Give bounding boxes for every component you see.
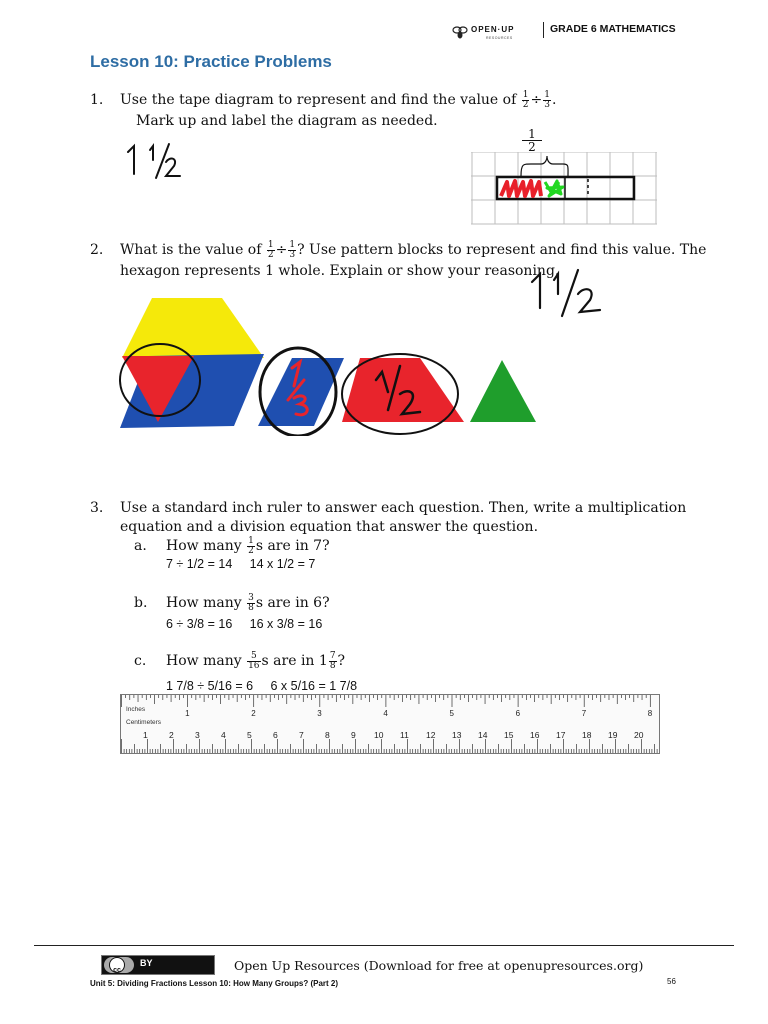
footer-unit: Unit 5: Dividing Fractions Lesson 10: How Many Groups? (Part 2): [90, 979, 339, 988]
ruler-cm-number: 2: [169, 730, 174, 740]
ruler-inch-number: 7: [581, 709, 587, 718]
cc-by-label: BY: [140, 958, 153, 968]
fraction: $\frac{7}{8}$: [329, 650, 336, 671]
problem-2-line1: [120, 240, 706, 260]
problem-3-number: 3.: [90, 500, 104, 516]
ruler-inch-number: 3: [317, 709, 322, 718]
brand-name: OPEN·UP: [471, 25, 515, 34]
page-title: Lesson 10: Practice Problems: [90, 52, 332, 71]
tape-diagram-label: 1 2: [522, 128, 542, 153]
footer-rule: [34, 945, 734, 946]
ruler-inch-number: 8: [647, 709, 653, 718]
ruler-inch-number: 2: [251, 709, 256, 718]
header-logo: [452, 22, 538, 42]
problem-1-line1: [120, 90, 556, 110]
ruler-cm-number: 1: [143, 730, 148, 740]
ruler-cm-number: 10: [374, 730, 384, 740]
ruler-cm-label: Centimeters: [126, 719, 162, 726]
ruler-cm-number: 12: [426, 730, 436, 740]
problem-3-line2: equation and a division equation that answer the question.: [120, 519, 539, 535]
cc-icon-circle: cc: [109, 957, 125, 973]
ruler-inch-number: 5: [449, 709, 454, 718]
brand-subtitle: RESOURCES: [486, 36, 513, 40]
problem-2-text-cont: ? Use pattern blocks to represent and find this value. The: [297, 242, 707, 258]
part-c-letter: c.: [134, 653, 147, 669]
part-a-question: How many $\frac{1}{2}$ s are in 7?: [166, 535, 330, 556]
problem-3-line1: Use a standard inch ruler to answer each question. Then, write a multiplication: [120, 500, 687, 516]
fraction: $\frac{1}{3}$: [544, 89, 550, 110]
ruler-inches-label: Inches: [126, 706, 146, 713]
handwritten-answer-1: [122, 138, 192, 183]
ruler-cm-number: 17: [556, 730, 566, 740]
ruler-cm-number: 20: [634, 730, 644, 740]
ruler-cm-number: 5: [247, 730, 252, 740]
ruler-cm-number: 7: [299, 730, 304, 740]
fraction: $\frac{3}{8}$: [248, 592, 254, 613]
part-b-question: How many $\frac{3}{8}$ s are in 6?: [166, 592, 330, 613]
part-c-answer: 1 7/8 ÷ 5/16 = 6 6 x 5/16 = 1 7/8: [166, 679, 358, 693]
fraction: $\frac{1}{2}$: [522, 89, 529, 110]
fraction: $\frac{5}{16}$: [248, 650, 260, 671]
ruler-cm-number: 4: [221, 730, 226, 740]
punctuation: .: [551, 92, 557, 108]
divide-sign: ÷: [530, 92, 543, 108]
ruler-cm-number: 11: [400, 730, 409, 740]
fraction: $\frac{1}{2}$: [248, 535, 254, 556]
fraction: $\frac{1}{2}$: [267, 239, 274, 260]
ruler-cm-number: 3: [195, 730, 200, 740]
part-a-answer: 7 ÷ 1/2 = 14 14 x 1/2 = 7: [166, 557, 316, 571]
ruler-cm-number: 16: [530, 730, 540, 740]
ruler-cm-number: 6: [273, 730, 278, 740]
footer-resources: Open Up Resources (Download for free at openupresources.org): [234, 958, 644, 973]
ruler-cm-number: 19: [608, 730, 618, 740]
divide-sign: ÷: [275, 242, 288, 258]
ruler-inch-number: 4: [383, 709, 388, 718]
ruler-ticks: [121, 695, 659, 753]
ruler-cm-number: 14: [478, 730, 488, 740]
fraction: $\frac{1}{3}$: [289, 239, 296, 260]
ruler-cm-number: 18: [582, 730, 592, 740]
part-a-letter: a.: [134, 538, 147, 554]
ruler-cm-number: 9: [351, 730, 356, 740]
problem-2-number: 2.: [90, 242, 104, 258]
yellow-hexagon: [122, 298, 264, 358]
green-triangle: [470, 360, 536, 422]
ruler: [120, 694, 660, 754]
part-b-answer: 6 ÷ 3/8 = 16 16 x 3/8 = 16: [166, 617, 323, 631]
problem-2-text: What is the value of: [120, 242, 262, 258]
grade-label: GRADE 6 MATHEMATICS: [550, 23, 676, 35]
problem-1-text: Use the tape diagram to represent and find the value of: [120, 92, 517, 108]
page-number: 56: [667, 977, 676, 986]
ruler-inch-number: 6: [515, 709, 521, 718]
cc-license-badge: [101, 955, 215, 975]
problem-2-line2: hexagon represents 1 whole. Explain or show your reasoning.: [120, 263, 560, 279]
ruler-inch-number: 1: [185, 709, 190, 718]
part-b-letter: b.: [134, 595, 148, 611]
ruler-cm-number: 8: [325, 730, 330, 740]
problem-1-line2: Mark up and label the diagram as needed.: [136, 113, 438, 129]
header-divider: [543, 22, 544, 38]
ruler-cm-number: 15: [504, 730, 514, 740]
handwritten-answer-2: [528, 264, 608, 320]
bee-logo-icon: [452, 24, 468, 40]
pattern-blocks: [118, 296, 538, 436]
part-c-question: How many $\frac{5}{16}$ s are in 1 $\frac{7}{8}$ ?: [166, 650, 346, 671]
tape-diagram: [471, 152, 657, 226]
problem-1-number: 1.: [90, 92, 104, 108]
ruler-cm-number: 13: [452, 730, 462, 740]
